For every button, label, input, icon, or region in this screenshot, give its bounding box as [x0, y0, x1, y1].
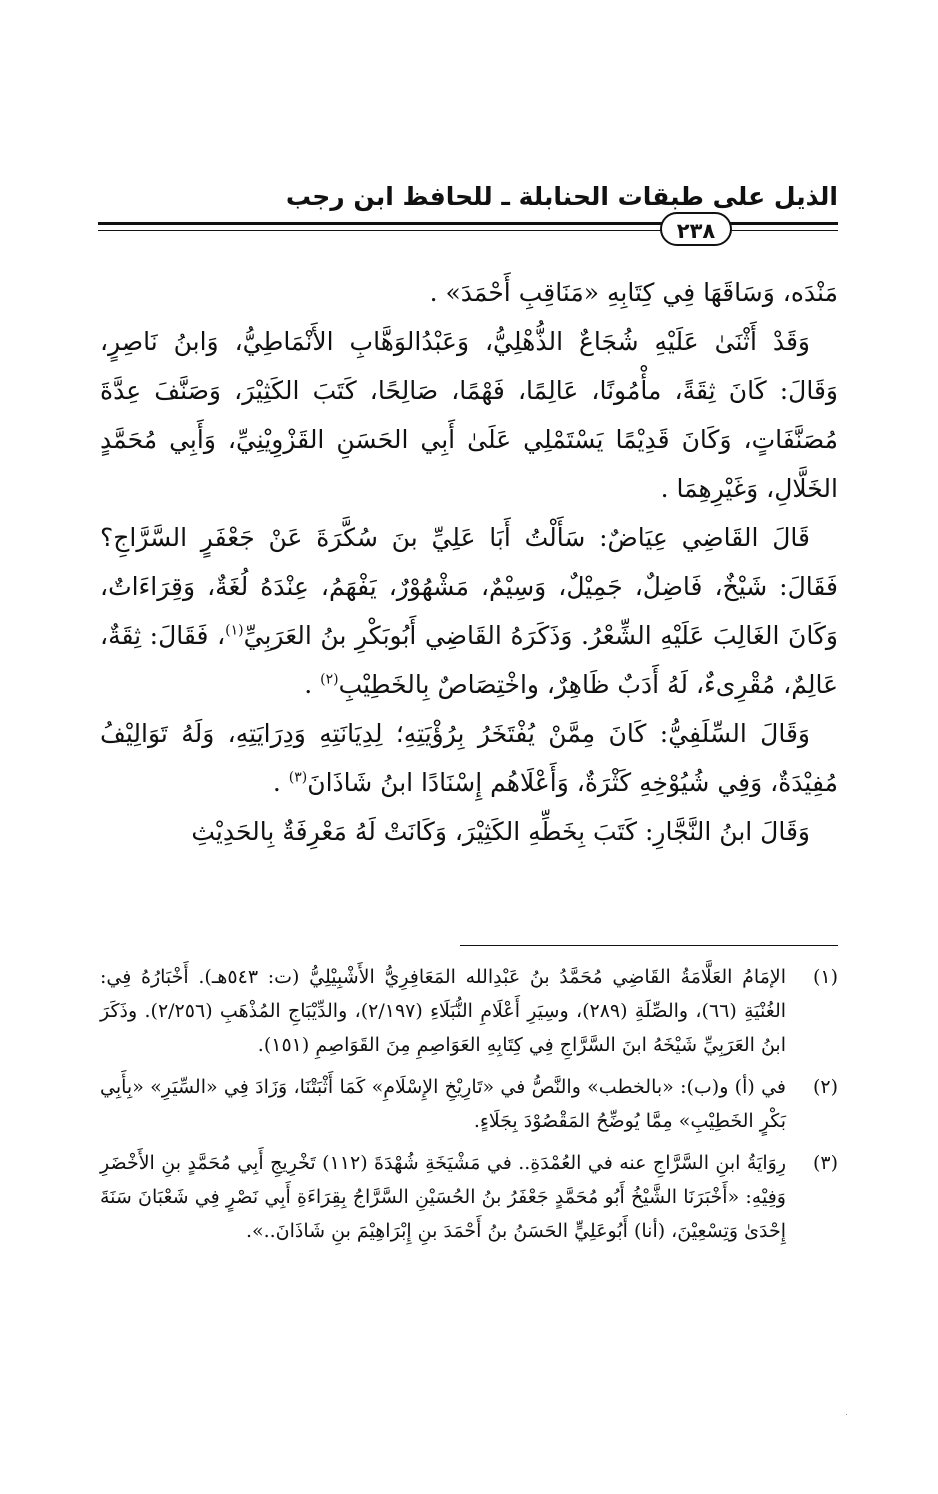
footnote-text: في (أ) و(ب): «بالخطب» والنَّصُّ في «تَارِيْخِ الإِسْلَامِ» كَمَا أَثْبَتْنَا، وَزَادَ فِي «السِّيَرِ» «بِأَبِي بَكْرٍ الخَطِيْبِ» مِمَّا يُوضِّحُ المَقْصُوْدَ بِجَلَاءٍ. [100, 1076, 786, 1132]
paragraph-text: قَالَ القَاضِي عِيَاضٌ: سَأَلْتُ أَبَا عَلِيِّ بنَ سُكَّرَةَ عَنْ جَعْفَرٍ السَّرَّاجِ؟ فَقَالَ: شَيْخٌ، فَاضِلٌ، جَمِيْلٌ، وَسِيْمٌ، مَشْهُوْرٌ، يَفْهَمُ، عِنْدَهُ لُغَةٌ، وَقِرَاءَاتٌ، وَكَانَ الغَالِبَ عَلَيْهِ الشِّعْرُ. وَذَكَرَهُ القَاضِي أَبُوبَكْرِ بنُ العَرَبِيِّ [100, 523, 838, 650]
footnote-separator [460, 945, 838, 946]
paragraph-text: . [272, 768, 289, 797]
main-text [100, 268, 838, 856]
footnote-mark: (٣) [288, 769, 308, 786]
footnote-mark: (١) [225, 622, 244, 639]
paragraph [100, 807, 838, 856]
footnote-text: الإمَامُ العَلَّامَةُ القَاضِي مُحَمَّدُ بنُ عَبْدِالله المَعَافِرِيُّ الأَشْبِيْلِيُّ (ت: ٥٤٣هـ). أَخْبَارُهُ فِي: الغُنْيَةِ (٦٦)، والصِّلَةِ (٢٨٩)، وسِيَرِ أَعْلَامِ النُّبَلَاءِ (٢/١٩٧)، والدِّيْبَاجِ المُذْهَبِ (٢/٢٥٦). وذَكَرَ ابنُ العَرَبِيِّ شَيْخَهُ ابنَ السَّرَّاجِ فِي كِتَابِهِ العَوَاصِمِ مِنَ القَوَاصِمِ (١٥١). [100, 966, 787, 1056]
footnote [100, 960, 838, 1062]
footnote-number: (١) [812, 966, 838, 988]
paragraph-text: وَقَالَ ابنُ النَّجَّارِ: كَتَبَ بِخَطِّهِ الكَثِيْرَ، وَكَانَتْ لَهُ مَعْرِفَةٌ بِالحَدِيْثِ [191, 817, 810, 846]
paragraph-text: . [304, 670, 321, 699]
footnote [100, 1146, 838, 1248]
paragraph [100, 268, 838, 317]
paragraph-text: ، فَقَالَ: ثِقَةٌ، عَالِمٌ، مُقْرِىءٌ، لَهُ أَدَبٌ ظَاهِرٌ، واخْتِصَاصٌ بِالخَطِيْبِ [100, 621, 838, 699]
paragraph-text: وَقَدْ أَثْنَىٰ عَلَيْهِ شُجَاعٌ الذُّهْلِيُّ، وَعَبْدُالوَهَّابِ الأَنْمَاطِيُّ، وَابنُ نَاصِرٍ، وَقَالَ: كَانَ ثِقَةً، مأْمُونًا، عَالِمًا، فَهْمًا، صَالِحًا، كَتَبَ الكَثِيْرَ، وَصَنَّفَ عِدَّةَ مُصَنَّفَاتٍ، وَكَانَ قَدِيْمًا يَسْتَمْلِي عَلَىٰ أَبِي الحَسَنِ القَزْوِيْنِيِّ، وَأَبِي مُحَمَّدٍ الخَلَّالِ، وَغَيْرِهِمَا . [100, 327, 838, 503]
footnotes [100, 960, 838, 1256]
footnote-text: رِوَايَةُ ابنِ السَّرَّاجِ عنه في العُمْدَةِ.. في مَشْيَخَةِ شُهْدَةَ (١١٢) تَخْرِيجِ أَبِي مُحَمَّدٍ بنِ الأَخْضَرِ وَفِيْهِ: «أَخْبَرَنَا الشَّيْخُ أَبُو مُحَمَّدٍ جَعْفَرُ بنُ الحُسَيْنِ السَّرَّاجُ بِقِرَاءَةِ أَبِي نَصْرٍ فِي شَعْبَانَ سَنَةَ إِحْدَىٰ وَتِسْعِيْنَ، (أنا) أَبُوعَلِيٍّ الحَسَنُ بنُ أَحْمَدَ بنِ إِبْرَاهِيْمَ بنِ شَاذَانَ..». [100, 1152, 786, 1242]
paragraph-text: مَنْدَه، وَسَاقَهَا فِي كِتَابِهِ «مَنَاقِبِ أَحْمَدَ» . [429, 278, 838, 307]
paragraph [100, 317, 838, 513]
page-number: ٢٣٨ [660, 212, 732, 246]
footnote-number: (٢) [812, 1076, 838, 1098]
scan-speck [846, 1414, 847, 1415]
paragraph [100, 709, 838, 807]
paragraph-text: وَقَالَ السِّلَفِيُّ: كَانَ مِمَّنْ يُفْتَخَرُ بِرُؤْيَتِهِ؛ لِدِيَانَتِهِ وَدِرَايَتِهِ، وَلَهُ تَوَالِيْفُ مُفِيْدَةٌ، وَفِي شُيُوْخِهِ كَثْرَةٌ، وَأَعْلَاهُم إِسْنَادًا ابنُ شَاذَانَ [100, 719, 838, 797]
footnote-mark: (٢) [320, 671, 339, 688]
running-header: الذيل على طبقات الحنابلة ـ للحافظ ابن رجب [285, 182, 838, 211]
paragraph [100, 513, 838, 709]
footnote-number: (٣) [812, 1152, 838, 1174]
footnote [100, 1070, 838, 1138]
